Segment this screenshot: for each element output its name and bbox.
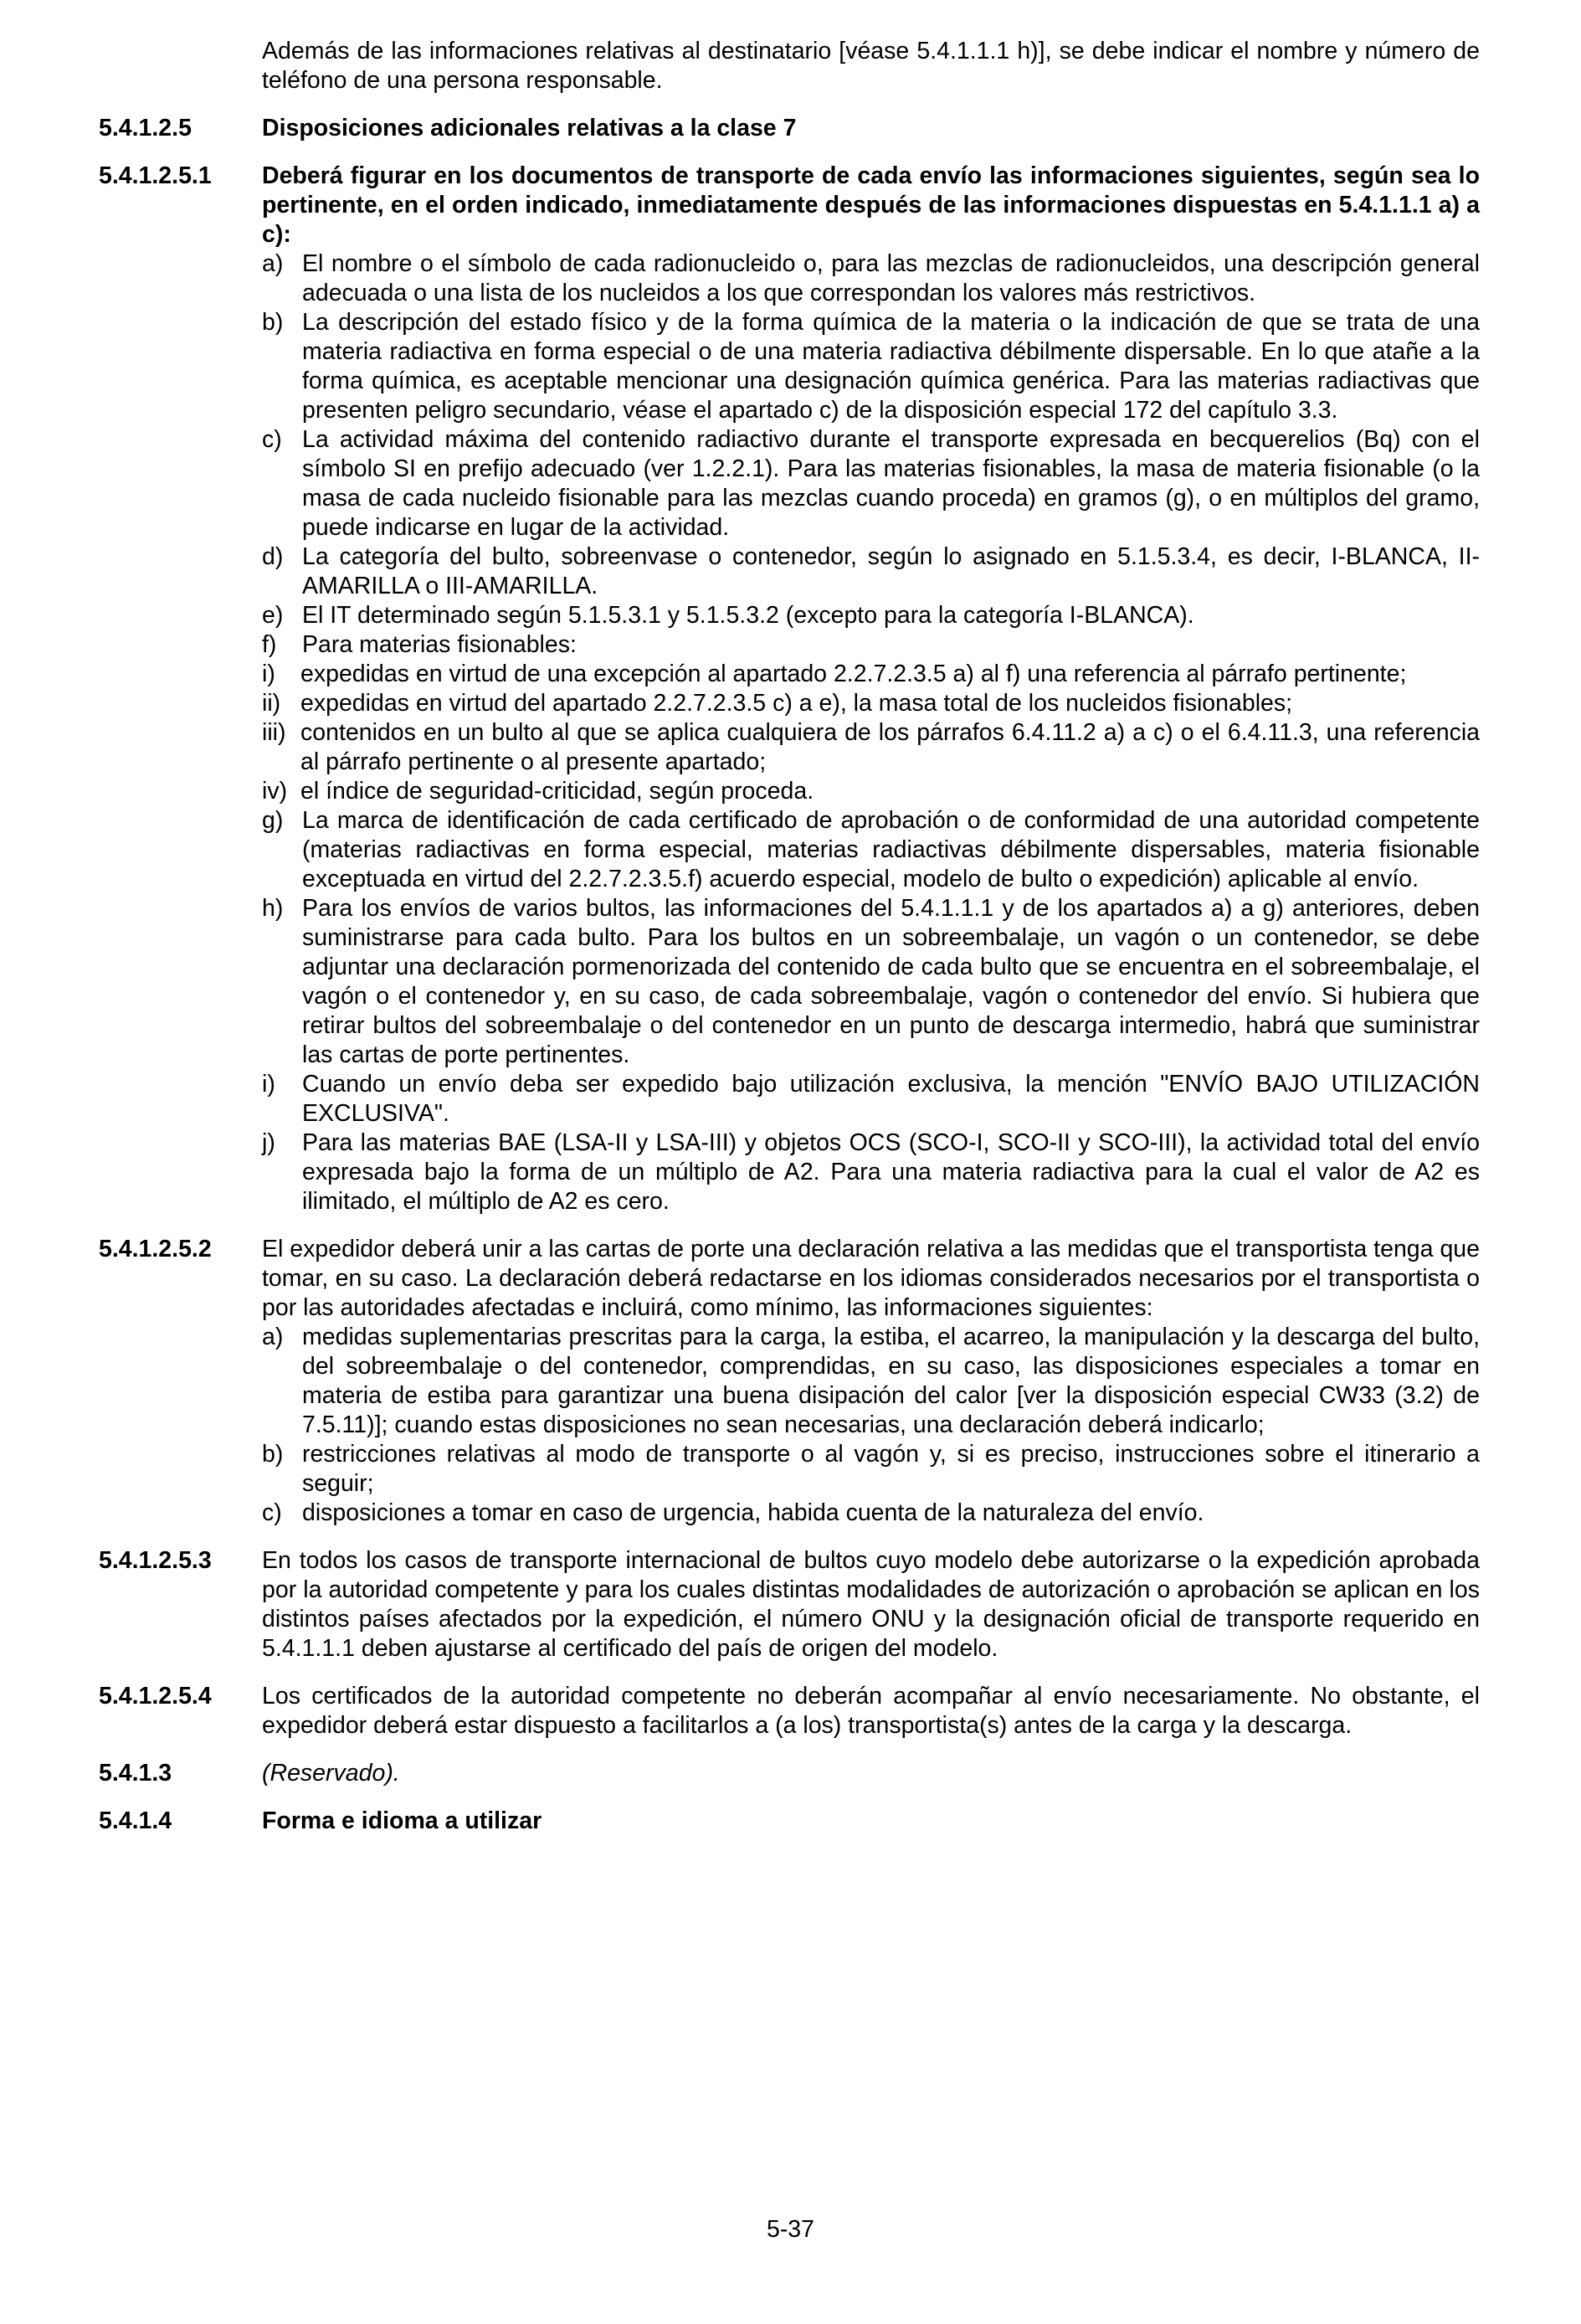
item-text: restricciones relativas al modo de transporte o al vagón y, si es preciso, instrucciones sobre el itinerario a seguir; [302, 1441, 1480, 1497]
item-text: La marca de identificación de cada certificado de aprobación o de conformidad de una autoridad competente (materias radiactivas en forma especial, materias radiactivas débilmente dispersables, materia fisionable exceptuada en virtud del 2.2.7.2.3.5.f) acuerdo especial, modelo de bulto o expedición) aplicable al envío. [302, 807, 1480, 892]
item-label: a) [262, 250, 284, 277]
item-text: medidas suplementarias prescritas para la carga, la estiba, el acarreo, la manipulación y la descarga del bulto, del sobreembalaje o del contenedor, comprendidas, en su caso, las disposiciones especiales a tomar en materia de estiba para garantizar una buena disipación del calor [ver la disposición especial CW33 (3.2) de 7.5.11)]; cuando estas disposiciones no sean necesarias, una declaración deberá indicarlo; [302, 1324, 1480, 1438]
section-5-4-1-2-5-3 [99, 1546, 1480, 1663]
section-5-4-1-4 [99, 1807, 1480, 1836]
requirements-list [262, 249, 1480, 660]
list-item [262, 1070, 1480, 1129]
item-text: Para las materias BAE (LSA-II y LSA-III) y objetos OCS (SCO-I, SCO-II y SCO-III), la actividad total del envío expresada bajo la forma de un múltiplo de A2. Para una materia radiactiva para la cual el valor de A2 es ilimitado, el múltiplo de A2 es cero. [302, 1129, 1480, 1215]
item-text: disposiciones a tomar en caso de urgencia, habida cuenta de la naturaleza del envío. [302, 1499, 1204, 1526]
measures-list [262, 1323, 1480, 1528]
item-text: Para materias fisionables: [302, 631, 577, 658]
section-number: 5.4.1.2.5.2 [99, 1236, 212, 1262]
item-label: f) [262, 631, 277, 658]
item-label: c) [262, 1499, 282, 1526]
item-label: b) [262, 309, 284, 336]
item-text: La categoría del bulto, sobreenvase o contenedor, según lo asignado en 5.1.5.3.4, es decir, I-BLANCA, II-AMARILLA o III-AMARILLA. [302, 543, 1480, 599]
sub-item-text: contenidos en un bulto al que se aplica cualquiera de los párrafos 6.4.11.2 a) a c) o el 6.4.11.3, una referencia al párrafo pertinente o al presente apartado; [300, 719, 1480, 775]
sub-item-text: el índice de seguridad-criticidad, según proceda. [300, 778, 814, 805]
list-item [262, 1129, 1480, 1216]
list-item [262, 542, 1480, 601]
section-5-4-1-2-5-2 [99, 1235, 1480, 1528]
item-label: h) [262, 895, 284, 922]
intro-paragraph [99, 37, 1480, 95]
intro-text: Además de las informaciones relativas al destinatario [véase 5.4.1.1.1 h)], se debe indicar el nombre y número de teléfono de una persona responsable. [262, 38, 1480, 94]
section-lead-text: Deberá figurar en los documentos de transporte de cada envío las informaciones siguientes, según sea lo pertinente, en el orden indicado, inmediatamente después de las informaciones dispuestas en 5.4.1.1.1 a) a c): [262, 162, 1480, 248]
item-label: g) [262, 807, 284, 834]
item-text: Cuando un envío deba ser expedido bajo utilización exclusiva, la mención "ENVÍO BAJO UTILIZACIÓN EXCLUSIVA". [302, 1071, 1480, 1127]
item-label: b) [262, 1441, 284, 1468]
sub-item-label: i) [262, 661, 275, 687]
item-text: Para los envíos de varios bultos, las informaciones del 5.4.1.1.1 y de los apartados a) a g) anteriores, deben suministrarse para cada bulto. Para los bultos en un sobreembalaje, un vagón o un contenedor, se debe adjuntar una declaración pormenorizada del contenido de cada bulto que se encuentra en el sobreembalaje, el vagón o el contenedor y, en su caso, de cada sobreembalaje, vagón o contenedor del envío. Si hubiera que retirar bultos del sobreembalaje o del contenedor en un punto de descarga intermedio, habrá que suministrar las cartas de porte pertinentes. [302, 895, 1480, 1068]
item-label: e) [262, 602, 284, 629]
list-item [262, 806, 1480, 894]
section-title: Disposiciones adicionales relativas a la clase 7 [262, 115, 797, 141]
section-text: Los certificados de la autoridad competente no deberán acompañar al envío necesariamente. No obstante, el expedidor deberá estar dispuesto a facilitarlos a (a los) transportista(s) antes de la carga y la descarga. [262, 1683, 1480, 1739]
section-text: El expedidor deberá unir a las cartas de porte una declaración relativa a las medidas que el transportista tenga que tomar, en su caso. La declaración deberá redactarse en los idiomas considerados necesarios por el transportista o por las autoridades afectadas e incluirá, como mínimo, las informaciones siguientes: [262, 1236, 1480, 1321]
page-number: 5-37 [766, 2216, 815, 2243]
item-text: La descripción del estado físico y de la forma química de la materia o la indicación de que se trata de una materia radiactiva en forma especial o de una materia radiactiva débilmente dispersable. En lo que atañe a la forma química, es aceptable mencionar una designación química genérica. Para las materias radiactivas que presenten peligro secundario, véase el apartado c) de la disposición especial 172 del capítulo 3.3. [302, 309, 1480, 424]
section-5-4-1-3 [99, 1759, 1480, 1788]
item-label: j) [262, 1129, 275, 1156]
list-item [262, 249, 1480, 308]
page-content [99, 37, 1480, 1836]
list-item [262, 601, 1480, 630]
section-5-4-1-2-5 [99, 114, 1480, 143]
fissile-sublist [262, 660, 1480, 806]
section-5-4-1-2-5-1 [99, 162, 1480, 1216]
list-item [262, 894, 1480, 1070]
section-text: En todos los casos de transporte internacional de bultos cuyo modelo debe autorizarse o la expedición aprobada por la autoridad competente y para los cuales distintas modalidades de autorización o aprobación se aplican en los distintos países afectados por la expedición, el número ONU y la designación oficial de transporte requerido en 5.4.1.1.1 deben ajustarse al certificado del país de origen del modelo. [262, 1547, 1480, 1662]
sub-item-label: iii) [262, 719, 286, 746]
item-text: El nombre o el símbolo de cada radionucleido o, para las mezclas de radionucleidos, una descripción general adecuada o una lista de los nucleidos a los que correspondan los valores más restrictivos. [302, 250, 1480, 306]
list-item [262, 1323, 1480, 1440]
sub-item-label: ii) [262, 690, 281, 717]
sub-list-item [262, 660, 1480, 689]
sub-item-text: expedidas en virtud del apartado 2.2.7.2.3.5 c) a e), la masa total de los nucleidos fisionables; [300, 690, 1293, 717]
sub-item-text: expedidas en virtud de una excepción al apartado 2.2.7.2.3.5 a) al f) una referencia al párrafo pertinente; [300, 661, 1407, 687]
sub-list-item [262, 718, 1480, 777]
item-text: La actividad máxima del contenido radiactivo durante el transporte expresada en becquerelios (Bq) con el símbolo SI en prefijo adecuado (ver 1.2.2.1). Para las materias fisionables, la masa de materia fisionable (o la masa de cada nucleido fisionable para las mezclas cuando proceda) en gramos (g), o en múltiplos del gramo, puede indicarse en lugar de la actividad. [302, 426, 1480, 541]
item-label: c) [262, 426, 282, 453]
sub-list-item [262, 689, 1480, 718]
sub-list-item [262, 777, 1480, 806]
list-item [262, 630, 1480, 660]
section-number: 5.4.1.2.5.4 [99, 1683, 212, 1710]
list-item [262, 308, 1480, 425]
section-number: 5.4.1.2.5 [99, 115, 192, 141]
section-title: Forma e idioma a utilizar [262, 1807, 542, 1834]
list-item [262, 425, 1480, 542]
item-text: El IT determinado según 5.1.5.3.1 y 5.1.5.3.2 (excepto para la categoría I-BLANCA). [302, 602, 1194, 629]
section-number: 5.4.1.2.5.3 [99, 1547, 212, 1574]
list-item [262, 1499, 1480, 1528]
section-number: 5.4.1.3 [99, 1760, 172, 1787]
requirements-list-continued [262, 806, 1480, 1216]
section-number: 5.4.1.2.5.1 [99, 162, 212, 189]
item-label: a) [262, 1324, 284, 1350]
section-number: 5.4.1.4 [99, 1807, 172, 1834]
section-5-4-1-2-5-4 [99, 1682, 1480, 1740]
list-item [262, 1440, 1480, 1499]
item-label: i) [262, 1071, 275, 1098]
section-text: (Reservado). [262, 1760, 400, 1787]
sub-item-label: iv) [262, 778, 288, 805]
item-label: d) [262, 543, 284, 570]
